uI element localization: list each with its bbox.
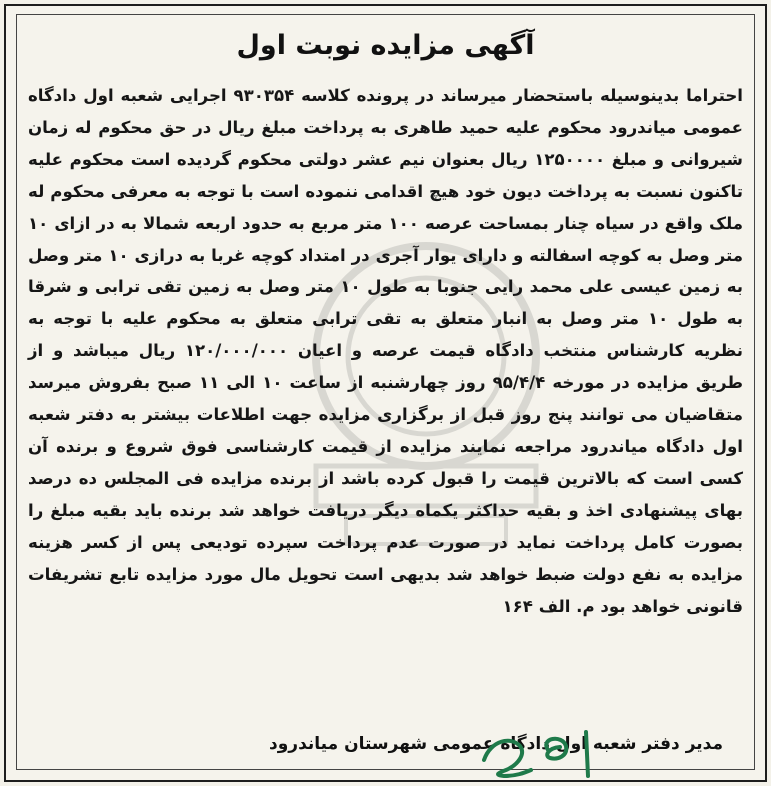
notice-signature: مدیر دفتر شعبه اول دادگاه عمومی شهرستان میاندرود [269,734,723,754]
notice-body: احتراما بدینوسیله باستحضار میرساند در پرونده کلاسه ۹۳۰۳۵۴ اجرایی شعبه اول دادگاه عمومی میاندرود محکوم علیه حمید طاهری به پرداخت مبلغ ریال در حق محکوم له زمان شیروانی و مبلغ ۱۲۵۰۰۰۰ ریال بعنوان نیم عشر دولتی محکوم گردیده است محکوم علیه تاکنون نسبت به پرداخت دیون خود هیچ اقدامی ننموده است با توجه به معرفی محکوم له ملک واقع در سیاه چنار بمساحت عرصه ۱۰۰ متر مربع به حدود اربعه شمالا به در ازای ۱۰ متر وصل به کوچه اسفالته و دارای یوار آجری در امتداد کوچه غربا به درازی ۱۰ متر وصل به زمین عیسی علی محمد رایی جنوبا به طول ۱۰ متر وصل به زمین تقی ترابی و شرقا به طول ۱۰ متر وصل به انبار متعلق به تقی ترابی متعلق به محکوم علیه با توجه به نظریه کارشناس منتخب دادگاه قیمت عرصه و اعیان ۱۲۰/۰۰۰/۰۰۰ ریال میباشد و از طریق مزایده در مورخه ۹۵/۴/۴ روز چهارشنبه از ساعت ۱۰ الی ۱۱ صبح بفروش میرسد متقاضیان می توانند پنج روز قبل از برگزاری مزایده جهت اطلاعات بیشتر به دفتر شعبه اول دادگاه میاندرود مراجعه نمایند مزایده از قیمت کارشناسی فوق شروع و برنده آن کسی است که بالاترین قیمت را قبول کرده باشد از برنده مزایده فی المجلس ده درصد بهای پیشنهادی اخذ و بقیه حداکثر یکماه دیگر دریافت خواهد شد برنده باید بقیه مبلغ را بصورت کامل پرداخت نماید در صورت عدم پرداخت سپرده تودیعی پس از کسر هزینه مزایده به نفع دولت ضبط خواهد شد بدیهی است تحویل مال مورد مزایده تابع تشریفات قانونی خواهد بود م. الف ۱۶۴ [28,86,744,616]
notice-title: آگهی مزایده نوبت اول [236,30,535,61]
notice-page [4,4,767,782]
